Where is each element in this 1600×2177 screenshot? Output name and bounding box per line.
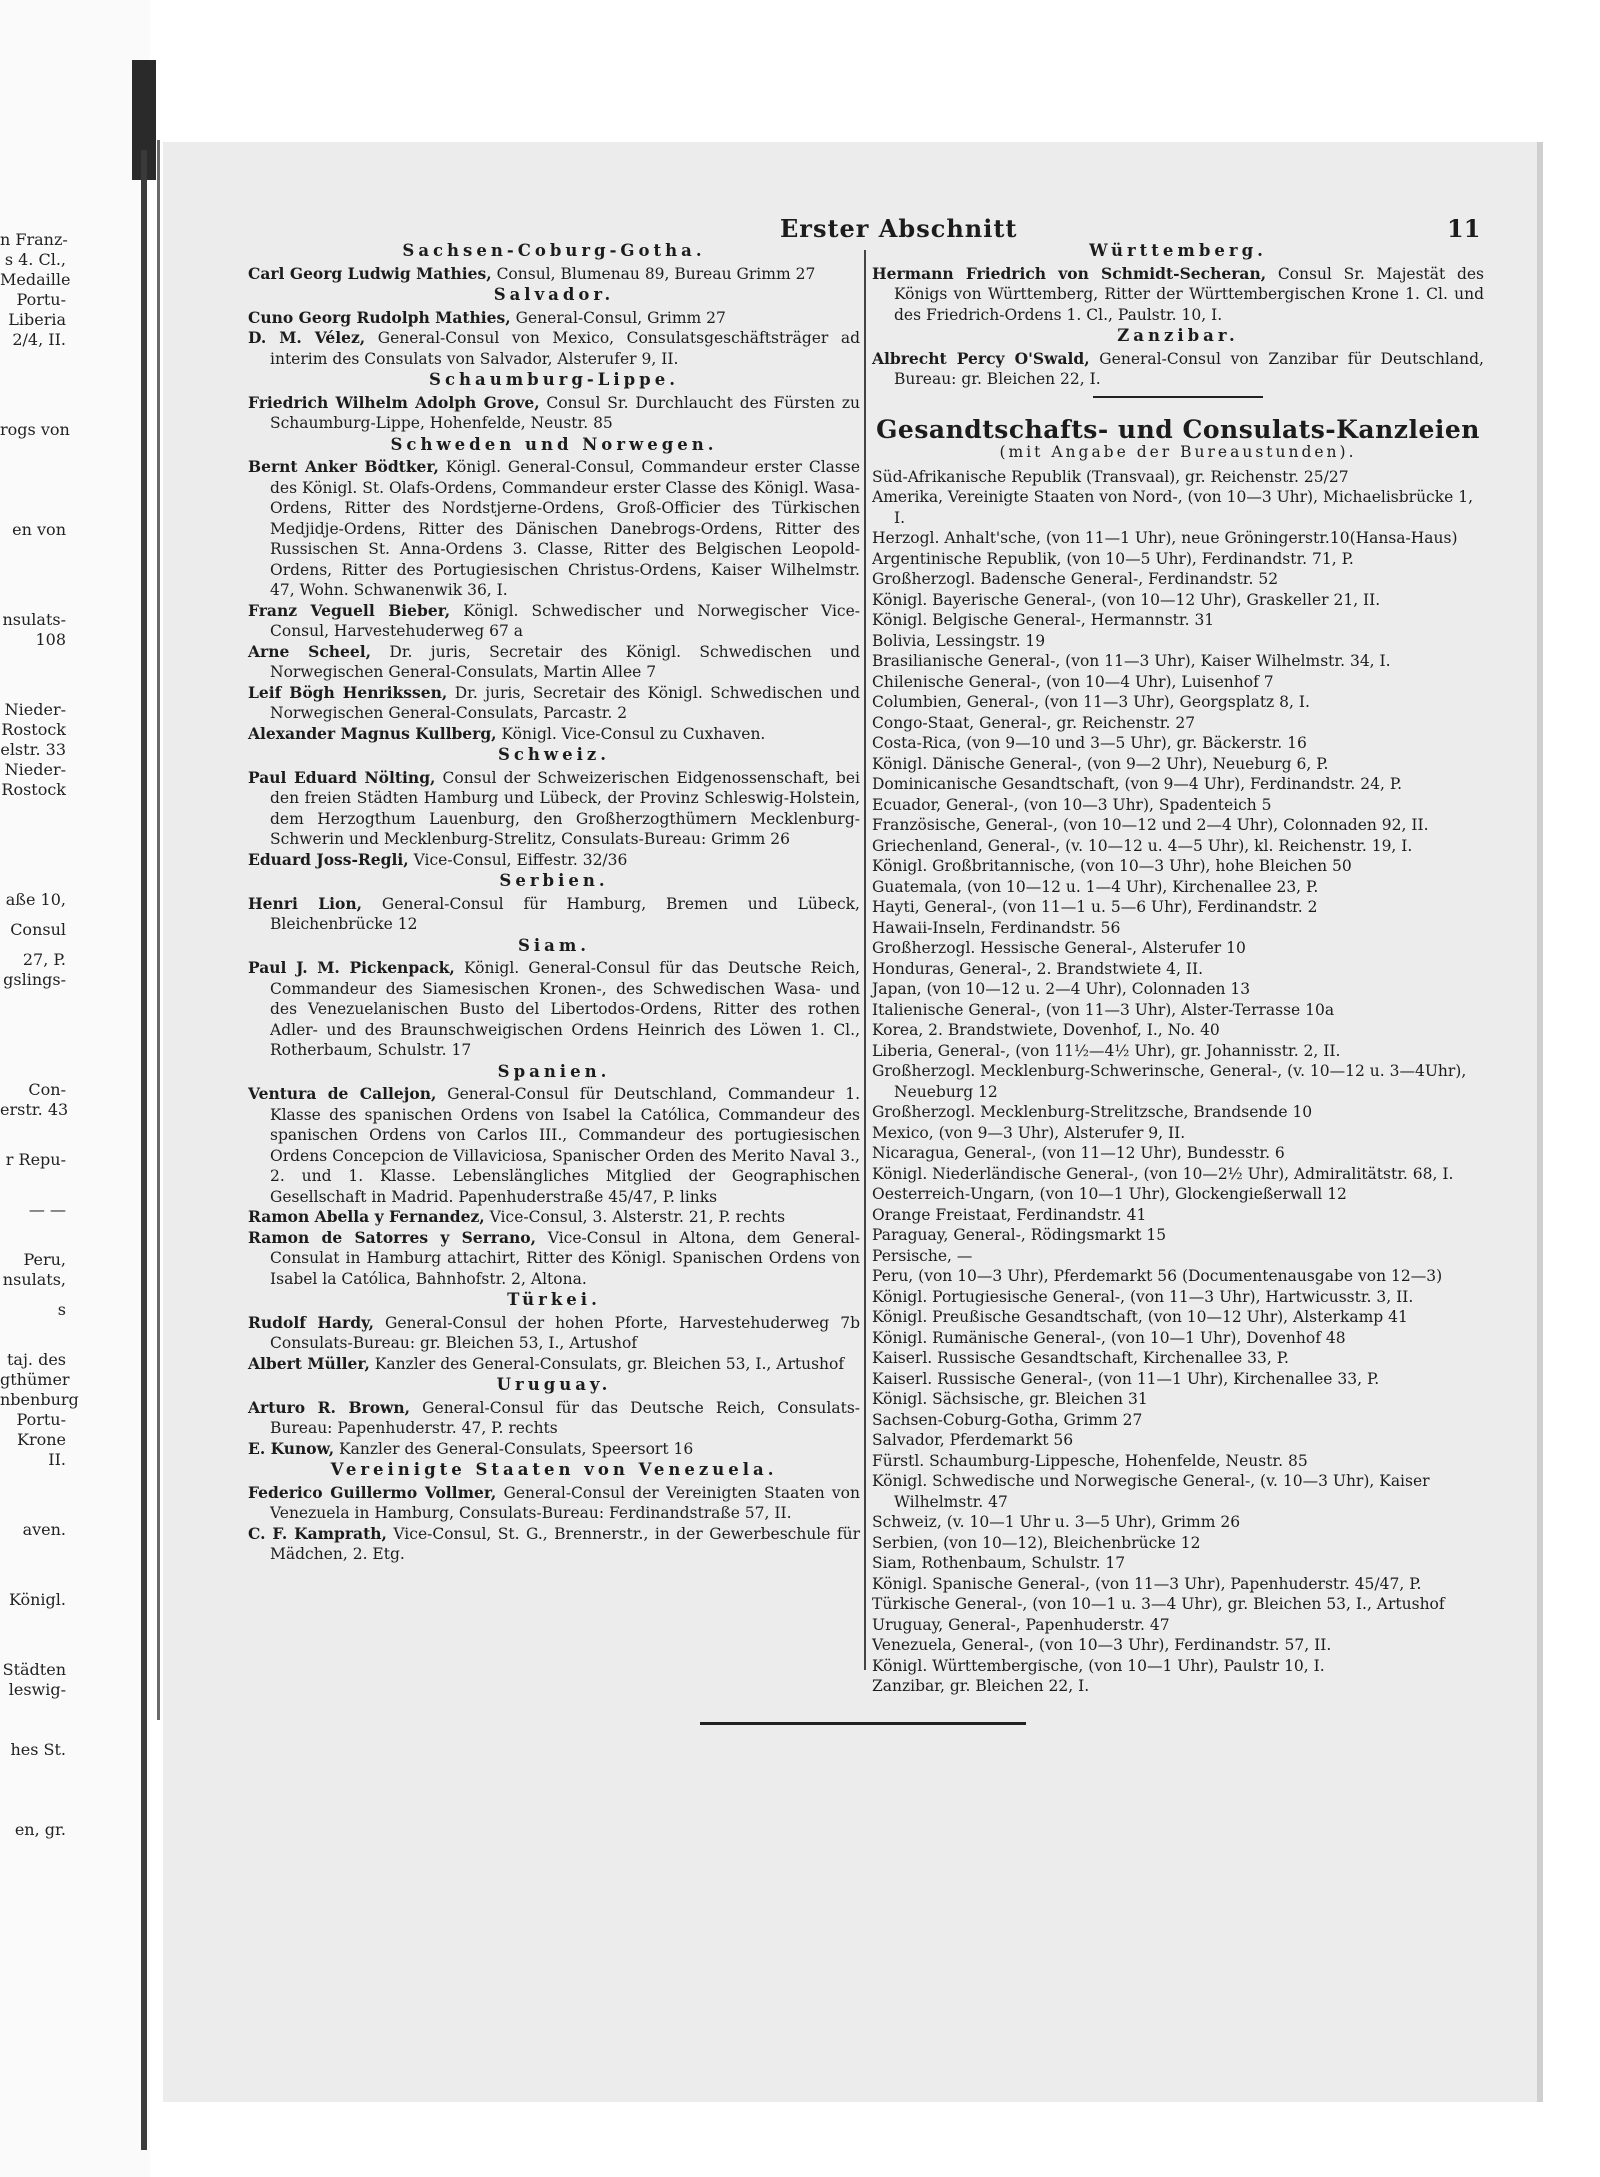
gutter-line: [157, 140, 160, 1720]
kanzlei-line: Königl. Schwedische und Norwegische General-, (v. 10—3 Uhr), Kaiser Wilhelmstr. 47: [872, 1472, 1430, 1511]
facing-page-fragment: r Repu-: [5, 1150, 66, 1169]
kanzlei-line: Italienische General-, (von 11—3 Uhr), Alster-Terrasse 10a: [872, 1000, 1335, 1019]
kanzlei-line: Guatemala, (von 10—12 u. 1—4 Uhr), Kirchenallee 23, P.: [872, 877, 1319, 896]
entry-text: Königl. Schwedischer und Norwegischer Vice-Consul, Harvestehuderweg 67 a: [270, 601, 861, 640]
kanzlei-line: Liberia, General-, (von 11½—4½ Uhr), gr. Johannisstr. 2, II.: [872, 1041, 1341, 1060]
kanzlei-line: Schweiz, (v. 10—1 Uhr u. 3—5 Uhr), Grimm 26: [872, 1513, 1241, 1531]
entry-text: Consul Sr. Majestät des Königs von Württemberg, Ritter der Württembergischen Krone 1. Cl. und des Friedrich-Ordens 1. Cl., Paulstr. 10, I.: [894, 264, 1484, 324]
kanzlei-line: Dominicanische Gesandtschaft, (von 9—4 Uhr), Ferdinandstr. 24, P.: [872, 775, 1403, 793]
facing-page-fragment: Con-: [28, 1080, 66, 1099]
book-spine: [141, 150, 147, 2150]
facing-page-fragment: Königl.: [8, 1590, 66, 1609]
entry-name: Ramon de Satorres y Serrano,: [248, 1227, 537, 1247]
directory-entry: [872, 349, 1484, 390]
facing-page-fragment: Medaille: [0, 270, 71, 289]
entry-name: Rudolf Hardy,: [248, 1312, 374, 1332]
facing-page-fragment: Nieder-: [4, 760, 66, 779]
directory-entry: [248, 1483, 860, 1524]
kanzlei-line: Chilenische General-, (von 10—4 Uhr), Luisenhof 7: [872, 672, 1274, 691]
kanzlei-line: Ecuador, General-, (von 10—3 Uhr), Spadenteich 5: [872, 795, 1272, 814]
directory-entry: [248, 894, 860, 935]
directory-entry: [248, 457, 860, 601]
kanzlei-line: Persische, —: [872, 1246, 973, 1265]
section-heading: Sachsen-Coburg-Gotha.: [402, 241, 706, 260]
entry-text: General-Consul, Grimm 27: [510, 308, 726, 327]
kanzlei-line: Costa-Rica, (von 9—10 und 3—5 Uhr), gr. Bäckerstr. 16: [872, 734, 1307, 752]
kanzlei-line: Französische, General-, (von 10—12 und 2—4 Uhr), Colonnaden 92, II.: [872, 816, 1429, 834]
directory-entry: [248, 308, 860, 329]
kanzlei-line: Königl. Württembergische, (von 10—1 Uhr), Paulstr 10, I.: [872, 1656, 1325, 1675]
kanzlei-line: Kaiserl. Russische Gesandtschaft, Kirchenallee 33, P.: [872, 1349, 1289, 1367]
directory-entry: [248, 642, 860, 683]
entry-name: Eduard Joss-Regli,: [248, 849, 409, 869]
kanzlei-line: Mexico, (von 9—3 Uhr), Alsterufer 9, II.: [872, 1123, 1186, 1142]
kanzlei-line: Oesterreich-Ungarn, (von 10—1 Uhr), Glockengießerwall 12: [872, 1185, 1347, 1203]
facing-page-fragment: Krone: [16, 1430, 66, 1449]
entry-text: Königl. Vice-Consul zu Cuxhaven.: [496, 724, 766, 743]
kanzlei-line: Venezuela, General-, (von 10—3 Uhr), Ferdinandstr. 57, II.: [872, 1636, 1332, 1654]
kanzlei-line: Bolivia, Lessingstr. 19: [872, 631, 1046, 650]
directory-entry: [872, 264, 1484, 326]
running-head: Erster Abschnitt: [780, 214, 1018, 243]
kanzlei-line: Siam, Rothenbaum, Schulstr. 17: [872, 1554, 1126, 1572]
column-divider: [864, 250, 866, 1670]
page-edge: [1537, 142, 1543, 2102]
entry-name: Federico Guillermo Vollmer,: [248, 1482, 497, 1502]
kanzlei-line: Königl. Spanische General-, (von 11—3 Uhr), Papenhuderstr. 45/47, P.: [872, 1574, 1422, 1593]
facing-page-fragment: hes St.: [10, 1740, 66, 1759]
section-title: Gesandtschafts- und Consulats-Kanzleien: [876, 414, 1480, 444]
facing-page-fragment: taj. des: [6, 1350, 66, 1369]
facing-page-fragment: en von: [12, 520, 66, 539]
kanzlei-line: Türkische General-, (von 10—1 u. 3—4 Uhr), gr. Bleichen 53, I., Artushof: [872, 1595, 1445, 1613]
facing-page-margin: [0, 0, 150, 2177]
section-heading: Württemberg.: [1089, 241, 1267, 260]
kanzlei-line: Hawaii-Inseln, Ferdinandstr. 56: [872, 918, 1121, 937]
directory-entry: [248, 1084, 860, 1207]
section-heading: Schweden und Norwegen.: [390, 434, 718, 454]
entry-name: Ramon Abella y Fernandez,: [248, 1207, 485, 1226]
kanzlei-line: Königl. Bayerische General-, (von 10—12 Uhr), Graskeller 21, II.: [872, 590, 1381, 609]
facing-page-fragment: Nieder-: [4, 700, 66, 719]
kanzlei-line: Amerika, Vereinigte Staaten von Nord-, (von 10—3 Uhr), Michaelisbrücke 1, I.: [872, 488, 1474, 527]
kanzlei-line: Zanzibar, gr. Bleichen 22, I.: [872, 1677, 1090, 1695]
kanzlei-line: Uruguay, General-, Papenhuderstr. 47: [872, 1615, 1170, 1634]
directory-entry: [248, 1439, 860, 1460]
facing-page-fragment: rogs von: [0, 420, 70, 439]
kanzlei-line: Nicaragua, General-, (von 11—12 Uhr), Bundesstr. 6: [872, 1144, 1285, 1162]
right-column: [872, 240, 1484, 1697]
facing-page-fragment: erstr. 43: [0, 1100, 69, 1119]
entry-text: General-Consul für das Deutsche Reich, Consulats-Bureau: Papenhuderstr. 47, P. rechts: [270, 1398, 861, 1437]
section-heading: Türkei.: [507, 1290, 601, 1309]
entry-name: Hermann Friedrich von Schmidt-Secheran,: [872, 263, 1267, 283]
kanzlei-line: Orange Freistaat, Ferdinandstr. 41: [872, 1205, 1147, 1224]
entry-text: General-Consul der Vereinigten Staaten von Venezuela in Hamburg, Consulats-Bureau: Ferdinandstraße 57, II.: [270, 1483, 860, 1522]
facing-page-fragment: elstr. 33: [0, 740, 66, 759]
entry-name: Henri Lion,: [248, 893, 363, 913]
section-subtitle: (mit Angabe der Bureaustunden).: [999, 443, 1357, 461]
entry-name: Albrecht Percy O'Swald,: [872, 348, 1090, 368]
section-heading: Vereinigte Staaten von Venezuela.: [330, 1460, 778, 1479]
directory-entry: [248, 1398, 860, 1439]
entry-name: Arne Scheel,: [248, 641, 372, 661]
facing-page-fragment: — —: [28, 1200, 66, 1219]
facing-page-fragment: Portu-: [16, 1410, 66, 1429]
entry-text: Vice-Consul, 3. Alsterstr. 21, P. rechts: [484, 1208, 786, 1226]
directory-entry: [248, 1313, 860, 1354]
entry-text: Königl. General-Consul, Commandeur erster Classe des Königl. St. Olafs-Ordens, Commandeur erster Classe des Königl. Wasa-Ordens, Ritter des Nordstjerne-Ordens, Groß-Officier des Türkischen Medjidje-Ordens, Ritter des Dänischen Danebrogs-Ordens, Ritter des Russischen St. Anna-Ordens 3. Classe, Ritter des Belgischen Leopold-Ordens, Ritter des Portugiesischen Christus-Ordens, Kaiser Wilhelmstr. 47, Wohn. Schwanenwik 36, I.: [270, 458, 860, 599]
kanzlei-line: Honduras, General-, 2. Brandstwiete 4, II.: [872, 959, 1204, 978]
kanzlei-line: Königl. Sächsische, gr. Bleichen 31: [872, 1390, 1148, 1408]
directory-entry: [248, 683, 860, 724]
entry-text: Königl. General-Consul für das Deutsche Reich, Commandeur des Siamesischen Kronen-, des Schwedischen Wasa- und des Venezuelanischen Busto del Libertodos-Ordens, Ritter des rothen Adler- und des Braunschweigischen Ordens Heinrich des Löwen 1. Cl., Rotherbaum, Schulstr. 17: [270, 959, 861, 1059]
kanzlei-line: Salvador, Pferdemarkt 56: [872, 1431, 1074, 1449]
directory-entry: [248, 1524, 860, 1565]
kanzlei-line: Königl. Portugiesische General-, (von 11—3 Uhr), Hartwicusstr. 3, II.: [872, 1287, 1414, 1306]
directory-entry: [248, 601, 860, 642]
kanzlei-line: Sachsen-Coburg-Gotha, Grimm 27: [872, 1410, 1143, 1429]
directory-entry: [248, 264, 860, 285]
facing-page-fragment: nsulats-: [2, 610, 66, 629]
facing-page-fragment: nsulats,: [2, 1270, 66, 1289]
kanzlei-line: Königl. Niederländische General-, (von 10—2½ Uhr), Admiralitätstr. 68, I.: [872, 1164, 1454, 1183]
entry-name: Alexander Magnus Kullberg,: [248, 723, 497, 743]
kanzlei-line: Königl. Dänische General-, (von 9—2 Uhr), Neueburg 6, P.: [872, 754, 1329, 773]
kanzlei-line: Königl. Belgische General-, Hermannstr. 31: [872, 611, 1215, 629]
directory-entry: [248, 1207, 860, 1228]
facing-page-fragment: aße 10,: [5, 890, 66, 909]
facing-page-fragment: s 4. Cl.,: [4, 250, 66, 269]
entry-name: Franz Veguell Bieber,: [248, 600, 451, 620]
kanzlei-line: Kaiserl. Russische General-, (von 11—1 Uhr), Kirchenallee 33, P.: [872, 1369, 1380, 1388]
facing-page-fragment: 108: [35, 630, 66, 649]
entry-name: Leif Bögh Henrikssen,: [248, 682, 448, 702]
kanzlei-line: Argentinische Republik, (von 10—5 Uhr), Ferdinandstr. 71, P.: [872, 549, 1354, 568]
section-heading: Serbien.: [499, 871, 609, 890]
directory-entry: [248, 393, 860, 434]
facing-page-fragment: 2/4, II.: [12, 330, 66, 349]
kanzlei-line: Großherzogl. Badensche General-, Ferdinandstr. 52: [872, 570, 1279, 588]
section-heading: Spanien.: [497, 1061, 611, 1081]
entry-name: Ventura de Callejon,: [248, 1084, 437, 1103]
entry-name: Carl Georg Ludwig Mathies,: [248, 263, 492, 283]
kanzlei-line: Serbien, (von 10—12), Bleichenbrücke 12: [872, 1533, 1201, 1552]
facing-page-fragment: aven.: [22, 1520, 66, 1539]
facing-page-fragments: [0, 230, 132, 2030]
facing-page-fragment: s: [57, 1300, 66, 1319]
directory-entry: [248, 958, 860, 1061]
entry-name: C. F. Kamprath,: [248, 1523, 387, 1543]
kanzlei-line: Congo-Staat, General-, gr. Reichenstr. 27: [872, 713, 1196, 732]
kanzlei-line: Großherzogl. Mecklenburg-Strelitzsche, Brandsende 10: [872, 1103, 1313, 1121]
section-heading: Siam.: [517, 935, 591, 955]
page-number: 11: [1447, 214, 1481, 243]
directory-entry: [248, 328, 860, 369]
facing-page-fragment: gslings-: [3, 970, 66, 989]
kanzlei-line: Großherzogl. Hessische General-, Alsterufer 10: [872, 939, 1246, 957]
directory-entry: [248, 1228, 860, 1290]
entry-name: Paul J. M. Pickenpack,: [248, 958, 455, 977]
entry-name: Cuno Georg Rudolph Mathies,: [248, 307, 511, 327]
kanzlei-line: Großherzogl. Mecklenburg-Schwerinsche, General-, (v. 10—12 u. 3—4Uhr), Neueburg 12: [872, 1062, 1467, 1101]
entry-text: Dr. juris, Secretair des Königl. Schwedischen und Norwegischen General-Consulats, Martin Allee 7: [270, 642, 860, 681]
section-heading: Zanzibar.: [1117, 326, 1239, 345]
facing-page-fragment: Portu-: [16, 290, 66, 309]
kanzlei-line: Korea, 2. Brandstwiete, Dovenhof, I., No. 40: [872, 1021, 1220, 1039]
directory-entry: [248, 724, 860, 745]
entry-text: Kanzler des General-Consulats, Speersort 16: [334, 1439, 694, 1458]
entry-name: Friedrich Wilhelm Adolph Grove,: [248, 392, 540, 412]
kanzlei-line: Fürstl. Schaumburg-Lippesche, Hohenfelde, Neustr. 85: [872, 1451, 1308, 1470]
entry-name: Paul Eduard Nölting,: [248, 767, 436, 787]
section-heading: Schaumburg-Lippe.: [429, 370, 679, 389]
entry-name: Bernt Anker Bödtker,: [248, 457, 439, 476]
section-heading: Uruguay.: [496, 1375, 612, 1394]
entry-name: Arturo R. Brown,: [248, 1397, 411, 1417]
entry-text: Consul Sr. Durchlaucht des Fürsten zu Schaumburg-Lippe, Hohenfelde, Neustr. 85: [270, 393, 860, 432]
kanzlei-line: Peru, (von 10—3 Uhr), Pferdemarkt 56 (Documentenausgabe von 12—3): [872, 1267, 1443, 1285]
section-heading: Salvador.: [493, 285, 615, 304]
entry-text: Consul der Schweizerischen Eidgenossenschaft, bei den freien Städten Hamburg und Lübeck, der Provinz Schleswig-Holstein, dem Herzogthum Lauenburg, den Großherzogthümern Mecklenburg-Schwerin und Mecklenburg-Strelitz, Consulats-Bureau: Grimm 26: [270, 768, 860, 848]
facing-page-fragment: nbenburg: [0, 1390, 79, 1409]
facing-page-fragment: Rostock: [1, 720, 66, 739]
directory-entry: [248, 1354, 860, 1375]
end-rule: [700, 1722, 1026, 1725]
kanzlei-line: Griechenland, General-, (v. 10—12 u. 4—5 Uhr), kl. Reichenstr. 19, I.: [872, 836, 1413, 855]
short-rule: [1093, 396, 1263, 398]
facing-page-fragment: Städten: [2, 1660, 66, 1679]
entry-text: General-Consul für Deutschland, Commandeur 1. Klasse des spanischen Ordens von Isabel la Católica, Commandeur des spanischen Ordens von Carlos III., Commandeur des portugiesischen Ordens Concepcion de Villaviciosa, Spanischer Orden des Merito Naval 3., 2. und 1. Klasse. Lebenslängliches Mitglied der Geographischen Gesellschaft in Madrid. Papenhuderstraße 45/47, P. links: [270, 1085, 860, 1206]
directory-entry: [248, 768, 860, 850]
entry-text: General-Consul von Zanzibar für Deutschland, Bureau: gr. Bleichen 22, I.: [894, 349, 1484, 388]
kanzlei-line: Columbien, General-, (von 11—3 Uhr), Georgsplatz 8, I.: [872, 693, 1310, 711]
facing-page-fragment: Peru,: [23, 1250, 66, 1269]
entry-text: General-Consul für Hamburg, Bremen und Lübeck, Bleichenbrücke 12: [270, 894, 860, 933]
kanzlei-line: Königl. Großbritannische, (von 10—3 Uhr), hohe Bleichen 50: [872, 857, 1352, 875]
entry-text: Kanzler des General-Consulats, gr. Bleichen 53, I., Artushof: [369, 1354, 845, 1373]
left-column: [248, 240, 860, 1565]
kanzlei-line: Brasilianische General-, (von 11—3 Uhr), Kaiser Wilhelmstr. 34, I.: [872, 652, 1391, 670]
kanzlei-line: Japan, (von 10—12 u. 2—4 Uhr), Colonnaden 13: [872, 980, 1251, 998]
entry-text: Consul, Blumenau 89, Bureau Grimm 27: [491, 264, 816, 283]
facing-page-fragment: en, gr.: [14, 1820, 66, 1839]
kanzlei-line: Königl. Rumänische General-, (von 10—1 Uhr), Dovenhof 48: [872, 1328, 1346, 1347]
kanzlei-line: Paraguay, General-, Rödingsmarkt 15: [872, 1226, 1167, 1244]
kanzlei-line: Süd-Afrikanische Republik (Transvaal), gr. Reichenstr. 25/27: [872, 467, 1349, 486]
facing-page-fragment: Consul: [10, 920, 66, 939]
entry-text: General-Consul von Mexico, Consulatsgeschäftsträger ad interim des Consulats von Salvador, Alsterufer 9, II.: [270, 329, 860, 368]
facing-page-fragment: II.: [48, 1450, 66, 1469]
facing-page-fragment: leswig-: [8, 1680, 66, 1699]
facing-page-fragment: n Franz-: [0, 230, 68, 249]
entry-text: General-Consul der hohen Pforte, Harvestehuderweg 7b Consulats-Bureau: gr. Bleichen 53, I., Artushof: [270, 1313, 860, 1352]
section-heading: Schweiz.: [497, 745, 611, 764]
facing-page-fragment: Rostock: [1, 780, 66, 799]
entry-name: D. M. Vélez,: [248, 328, 366, 347]
directory-entry: [248, 850, 860, 871]
kanzlei-line: Hayti, General-, (von 11—1 u. 5—6 Uhr), Ferdinandstr. 2: [872, 898, 1318, 916]
facing-page-fragment: Liberia: [8, 310, 66, 329]
entry-text: Dr. juris, Secretair des Königl. Schwedischen und Norwegischen General-Consulats, Parcastr. 2: [270, 683, 860, 722]
entry-text: Vice-Consul, St. G., Brennerstr., in der Gewerbeschule für Mädchen, 2. Etg.: [270, 1524, 861, 1563]
entry-name: E. Kunow,: [248, 1438, 335, 1458]
entry-name: Albert Müller,: [248, 1353, 370, 1373]
facing-page-fragment: gthümer: [0, 1370, 70, 1389]
kanzlei-line: Herzogl. Anhalt'sche, (von 11—1 Uhr), neue Gröningerstr.10(Hansa-Haus): [872, 529, 1458, 547]
facing-page-fragment: 27, P.: [22, 950, 66, 969]
entry-text: Vice-Consul in Altona, dem General-Consulat in Hamburg attachirt, Ritter des Königl. Spanischen Ordens von Isabel la Católica, Bahnhofstr. 2, Altona.: [270, 1228, 861, 1288]
entry-text: Vice-Consul, Eiffestr. 32/36: [408, 850, 628, 869]
kanzlei-line: Königl. Preußische Gesandtschaft, (von 10—12 Uhr), Alsterkamp 41: [872, 1308, 1408, 1326]
